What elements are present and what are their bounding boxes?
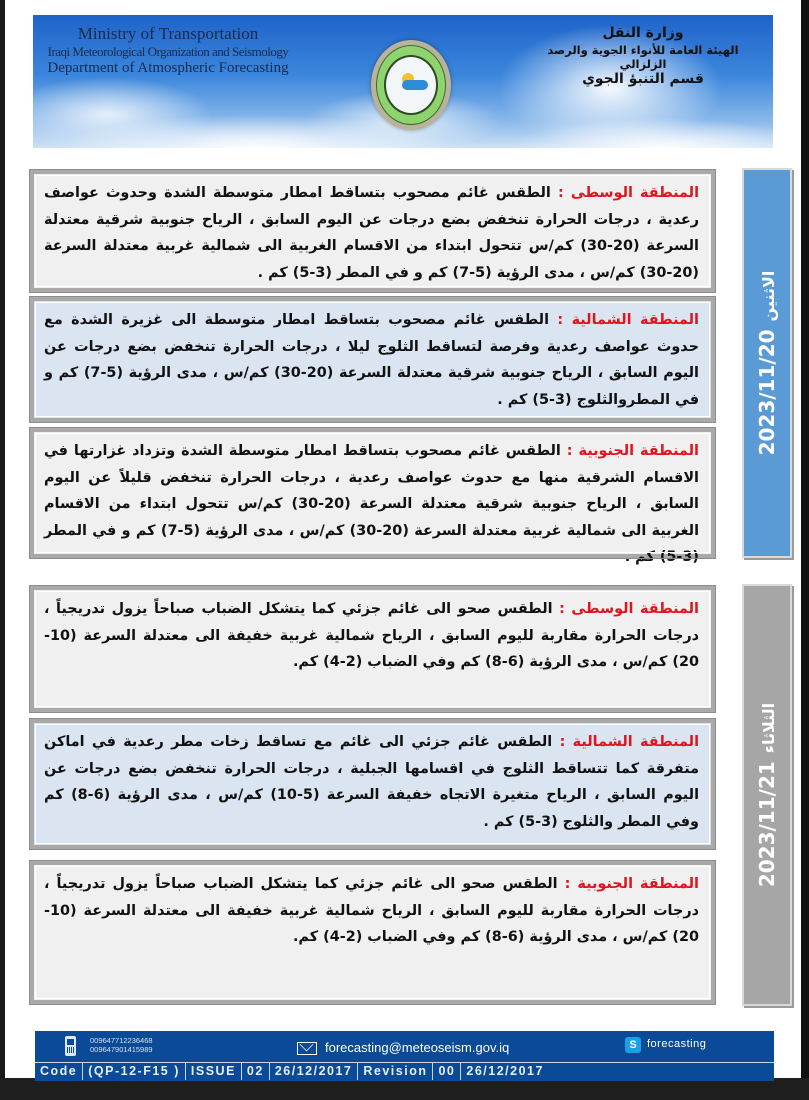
date-value: 2023/11/21: [755, 761, 779, 888]
ministry-name-en: Ministry of Transportation: [77, 24, 259, 43]
forecast-box-day2-north: [30, 719, 715, 849]
document-control-row: [35, 1062, 774, 1080]
forecast-text: [34, 865, 711, 955]
issue-value: 02: [242, 1063, 270, 1080]
date-label: [755, 703, 779, 887]
forecast-body: الطقس صحو الى غائم جزئي كما يتشكل الضباب صباحاً يزول تدريجياً ، درجات الحرارة مقاربة لليوم السابق ، الرياح شمالية غربية خفيفة الى معتدلة السرعة (10-20) كم/س ، مدى الرؤية (6-8) كم وفي الضباب (2-4) كم.: [44, 876, 699, 945]
organization-name-ar: الهيئة العامة للأنواء الجوية والرصد الزلزالي: [547, 42, 739, 71]
forecast-text: [34, 590, 711, 680]
forecast-text: [34, 432, 711, 575]
forecast-body: الطقس صحو الى غائم جزئي كما يتشكل الضباب صباحاً يزول تدريجياً ، درجات الحرارة مقاربة لليوم السابق ، الرياح شمالية غربية خفيفة الى معتدلة السرعة (10-20) كم/س ، مدى الرؤية (6-8) كم وفي الضباب (2-4) كم.: [44, 601, 699, 670]
department-name-ar: قسم التنبؤ الجوي: [582, 71, 704, 88]
region-label-north: المنطقة الشمالية :: [559, 734, 700, 750]
department-name-en: Department of Atmospheric Forecasting: [47, 60, 289, 77]
page-edge-bottom: [0, 1078, 809, 1100]
code-value: (QP-12-F15 ): [83, 1063, 186, 1080]
logo-center: [384, 55, 438, 115]
forecast-body: الطقس غائم مصحوب بتساقط امطار متوسطة الشدة وحدوث عواصف رعدية ، درجات الحرارة تنخفض بضع درجات عن اليوم السابق ، الرياح جنوبية شرقية معتدلة السرعة (20-30) كم/س تتحول ابتداء من الاقسام الغربية الى شمالية غربية معتدلة السرعة (20-30) كم/س ، مدى الرؤية (5-7) كم و في المطر (3-5) كم .: [44, 185, 699, 281]
page-edge-left: [0, 0, 5, 1100]
skype-icon: S: [625, 1037, 641, 1053]
cloud-icon: [402, 80, 428, 90]
footer-contacts: [35, 1031, 774, 1062]
forecast-body: الطقس غائم جزئي الى غائم مع تساقط زخات مطر رعدية في اماكن متفرقة كما تتساقط الثلوج في اقسامها الجبلية ، درجات الحرارة تنخفض بضع درجات عن اليوم السابق ، الرياح متغيرة الاتجاه خفيفة السرعة (5-10) كم/س ، مدى الرؤية (6-8) كم وفي المطر والثلوج (3-5) كم .: [44, 734, 700, 830]
header-arabic: [528, 25, 758, 89]
region-label-north: المنطقة الشمالية :: [557, 312, 699, 328]
organization-logo-icon: [371, 40, 451, 130]
forecast-body: الطقس غائم مصحوب بتساقط امطار متوسطة الشدة وتزداد غزارتها في الاقسام الشرقية منها مع حدوث عواصف رعدية ، درجات الحرارة تنخفض قليلاً عن اليوم السابق ، الرياح جنوبية شرقية معتدلة السرعة (20-30) كم/س تتحول ابتداء من الاقسام الغربية الى شمالية غربية معتدلة السرعة (20-30) كم/س ، مدى الرؤية (5-7) كم و في المطر (3-5) كم .: [44, 443, 700, 565]
region-label-central: المنطقة الوسطى :: [557, 185, 700, 201]
revision-label: Revision: [358, 1063, 433, 1080]
forecast-box-day1-central: [30, 170, 715, 292]
date-bar-day1: [742, 168, 792, 558]
date-label: [755, 271, 779, 456]
phone-number-2: 009647901415989: [90, 1044, 153, 1054]
code-label: Code: [35, 1063, 83, 1080]
header-english: [33, 25, 303, 77]
email-link[interactable]: forecasting@meteoseism.gov.iq: [325, 1040, 510, 1055]
region-label-south: المنطقة الجنوبية :: [566, 443, 699, 459]
phone-number-1: 009647712236468: [90, 1036, 153, 1045]
region-label-south: المنطقة الجنوبية :: [564, 876, 699, 892]
skype-handle: forecasting: [647, 1038, 707, 1050]
header-banner: [33, 15, 773, 148]
forecast-text: [34, 174, 711, 290]
region-label-central: المنطقة الوسطى :: [559, 601, 699, 617]
forecast-box-day1-north: [30, 297, 715, 422]
forecast-box-day2-south: [30, 861, 715, 1004]
footer-bar: [35, 1031, 774, 1081]
page-edge-right: [801, 0, 809, 1100]
date-value: 2023/11/20: [755, 329, 779, 456]
date-bar-day2: [742, 584, 792, 1006]
forecast-box-day2-central: [30, 586, 715, 712]
mail-icon: [297, 1042, 317, 1055]
ministry-name-ar: وزارة النقل: [602, 25, 684, 41]
issue-label: ISSUE: [186, 1063, 242, 1080]
day-name: الاثنين: [759, 270, 778, 322]
organization-name-en: Iraqi Meteorological Organization and Seismology: [47, 43, 289, 59]
phone-numbers: [90, 1037, 153, 1054]
day-name: الثلاثاء: [759, 702, 778, 754]
forecast-body: الطقس غائم مصحوب بتساقط امطار متوسطة الى غزيرة الشدة مع حدوث عواصف رعدية وفرصة لتساقط الثلوج ليلا ، درجات الحرارة تنخفض بضع درجات عن اليوم السابق ، الرياح جنوبية شرقية معتدلة السرعة (20-30) كم/س ، مدى الرؤية (5-7) كم و في المطروالثلوج (3-5) كم .: [44, 312, 699, 408]
forecast-text: [34, 301, 711, 417]
issue-date: 26/12/2017: [270, 1063, 359, 1080]
revision-date: 26/12/2017: [466, 1064, 544, 1078]
revision-value: 00: [433, 1063, 461, 1080]
forecast-box-day1-south: [30, 428, 715, 565]
phone-icon: [65, 1036, 76, 1056]
forecast-text: [34, 723, 711, 839]
